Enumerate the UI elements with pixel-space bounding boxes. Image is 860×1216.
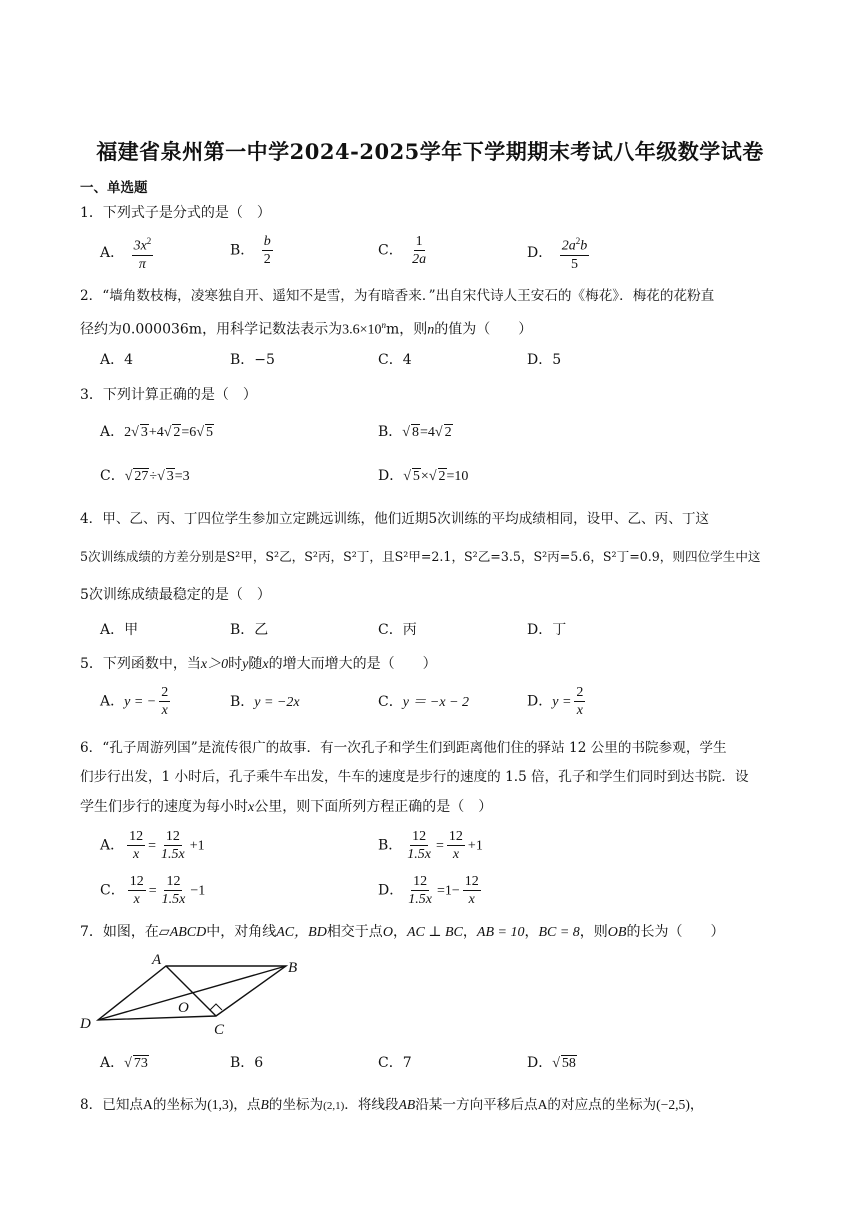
q7-option-c[interactable]: C．7 — [378, 1055, 412, 1071]
q4-option-b[interactable]: B．乙 — [230, 622, 269, 638]
q4-option-c[interactable]: C．丙 — [378, 622, 417, 638]
q7-option-d[interactable]: D．√ 58 — [527, 1055, 576, 1071]
option-label: C． — [378, 242, 403, 259]
fraction: $\frac{2a^2b}{5}$ — [560, 233, 590, 273]
diagonal-ac — [166, 966, 216, 1016]
q6-option-b[interactable]: B． $\frac{12}{1.5x}$ = $\frac{12}{x}$ +1 — [378, 829, 483, 862]
question-2-line-2: 径约为0.000036m，用科学记数法表示为$3.6\times 10^nm$，则n的值为（ ） — [80, 320, 533, 338]
fraction: $\frac{1}{2a}$ — [412, 234, 427, 267]
fraction: $\frac{3x^2}{\pi}$ — [132, 233, 154, 273]
question-5-stem: 5．下列函数中，当x＞0时y随x的增大而增大的是（ ） — [80, 656, 437, 672]
question-7-stem: 7．如图，在▱ABCD中，对角线AC，BD相交于点O，AC ⊥ BC，AB = 10，BC = 8，则OB的长为（ ） — [80, 924, 725, 940]
q3-option-b[interactable]: B．√ 8=4√ 2 — [378, 424, 452, 440]
option-label: A． — [100, 244, 125, 261]
q2-option-b[interactable]: B．−5 — [230, 352, 275, 368]
label-a: A — [152, 952, 162, 968]
q7-option-b[interactable]: B．6 — [230, 1055, 264, 1071]
q5-option-d[interactable]: D．y = $\frac{2}{x}$ — [527, 685, 584, 718]
question-6-line-2: 们步行出发，1 小时后，孔子乘牛车出发，牛车的速度是步行的速度的 1.5 倍，孔子和学生们同时到达书院．设 — [80, 769, 749, 785]
q1-option-a[interactable] — [100, 233, 156, 273]
fraction: $\frac{b}{2}$ — [263, 234, 271, 267]
q3-option-a[interactable]: A．2√ 3+4√ 2=6√ 5 — [100, 424, 213, 440]
q2-option-d[interactable]: D．5 — [527, 352, 562, 368]
section-heading: 一、单选题 — [80, 180, 148, 196]
question-1-stem: 1．下列式子是分式的是（ ） — [80, 205, 271, 221]
option-label: D． — [527, 244, 553, 261]
q5-option-b[interactable]: B．y = −2x — [230, 694, 300, 710]
q5-option-a[interactable]: A．y = − $\frac{2}{x}$ — [100, 685, 169, 718]
label-d: D — [80, 1016, 91, 1032]
q6-option-c[interactable]: C． $\frac{12}{x}$ = $\frac{12}{1.5x}$ −1 — [100, 874, 206, 907]
label-c: C — [214, 1022, 225, 1038]
question-4-line-1: 4．甲、乙、丙、丁四位学生参加立定跳远训练，他们近期5次训练的平均成绩相同，设甲、乙、丙、丁这 — [80, 511, 710, 527]
right-angle-mark — [210, 1004, 222, 1010]
q5-option-c[interactable]: C．y ＝ −x − 2 — [378, 694, 470, 710]
q4-option-d[interactable]: D．丁 — [527, 622, 567, 638]
q3-option-d[interactable]: D．√ 5×√ 2=10 — [378, 468, 469, 484]
q1-option-c[interactable] — [378, 233, 431, 268]
question-6-line-1: 6．“孔子周游列国”是流传很广的故事．有一次孔子和学生们到距离他们住的驿站 12 公里的书院参观，学生 — [80, 740, 727, 756]
q1-option-d[interactable] — [527, 233, 592, 273]
question-4-line-3: 5次训练成绩最稳定的是（ ） — [80, 587, 271, 603]
label-o: O — [178, 1000, 189, 1016]
label-b: B — [288, 960, 298, 976]
diagonal-bd — [98, 966, 286, 1020]
parallelogram-diagram — [78, 952, 308, 1042]
q1-option-b[interactable] — [230, 233, 276, 268]
question-2-line-1: 2．“墙角数枝梅，凌寒独自开、遥知不是雪，为有暗香来．”出自宋代诗人王安石的《梅花》．梅花的花粉直 — [80, 288, 715, 304]
q4-option-a[interactable]: A．甲 — [100, 622, 139, 638]
question-3-stem: 3．下列计算正确的是（ ） — [80, 387, 257, 403]
q6-option-d[interactable]: D． $\frac{12}{1.5x}$ =1− $\frac{12}{x}$ — [378, 874, 479, 907]
question-4-line-2: 5次训练成绩的方差分别是S²甲，S²乙，S²丙，S²丁，且S²甲=2.1，S²乙=3.5，S²丙=5.6，S²丁=0.9，则四位学生中这 — [80, 549, 761, 564]
question-8-stem: 8．已知点A的坐标为(1,3)，点B的坐标为(2,1)．将线段AB沿某一方向平移后点A的对应点的坐标为(−2,5)， — [80, 1097, 704, 1113]
page-title: 福建省泉州第一中学2024-2025学年下学期期末考试八年级数学试卷 — [96, 139, 764, 164]
question-6-line-3: 学生们步行的速度为每小时x公里，则下面所列方程正确的是（ ） — [80, 799, 493, 815]
q6-option-a[interactable]: A． $\frac{12}{x}$ = $\frac{12}{1.5x}$ +1 — [100, 829, 205, 862]
q3-option-c[interactable]: C．√ 27÷√ 3=3 — [100, 468, 190, 484]
option-label: B． — [230, 242, 255, 259]
q2-option-a[interactable]: A．4 — [100, 352, 134, 368]
q7-option-a[interactable]: A．√ 73 — [100, 1055, 148, 1071]
q2-option-c[interactable]: C．4 — [378, 352, 412, 368]
